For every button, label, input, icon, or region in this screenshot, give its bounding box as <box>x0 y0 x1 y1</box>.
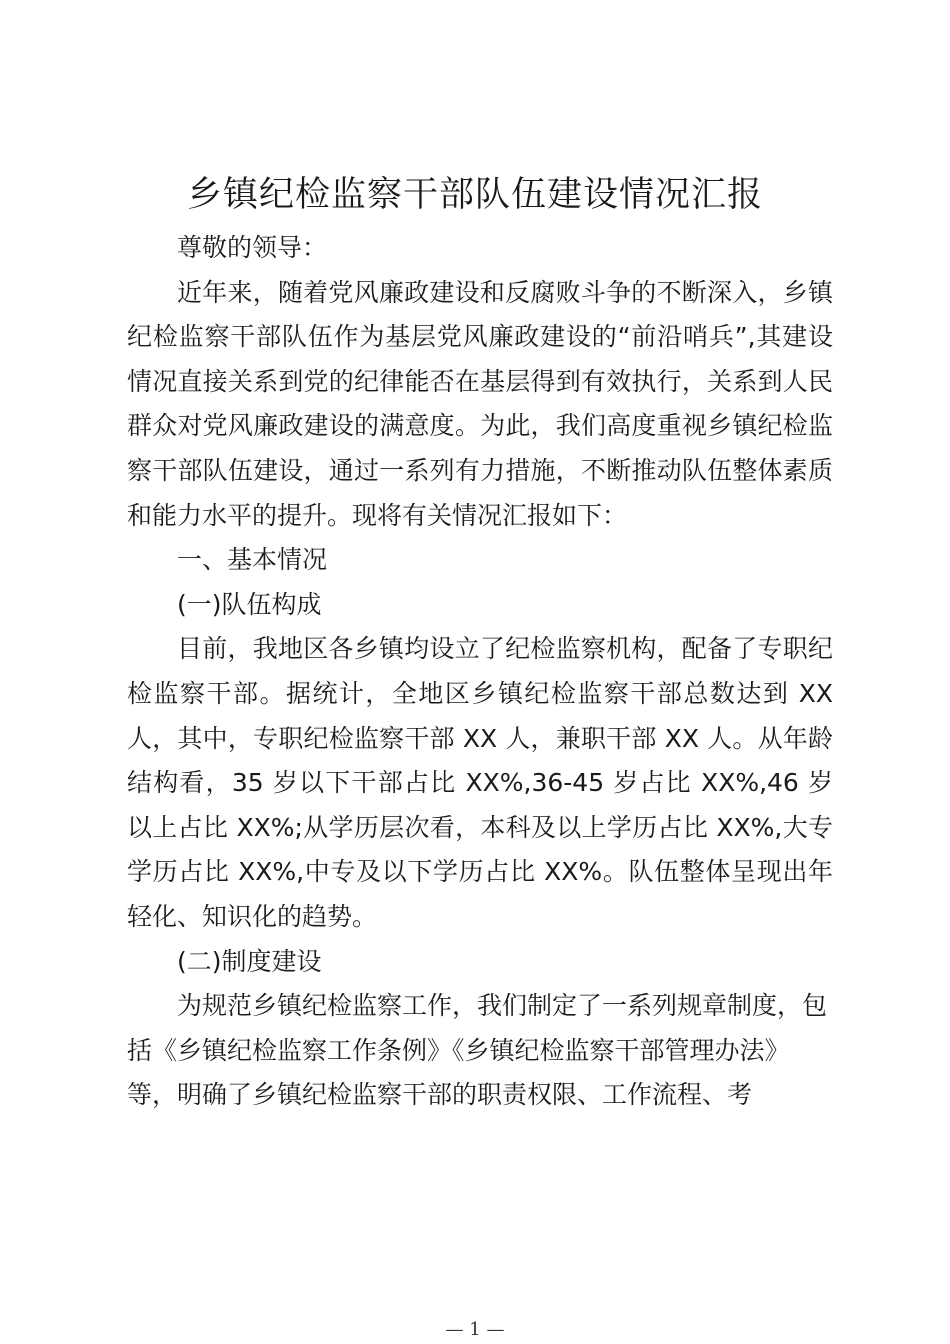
paragraph-intro: 近年来，随着党风廉政建设和反腐败斗争的不断深入，乡镇纪检监察干部队伍作为基层党风廉政建设的“前沿哨兵”,其建设情况直接关系到党的纪律能否在基层得到有效执行，关系到人民群众对党风廉政建设的满意度。为此，我们高度重视乡镇纪检监察干部队伍建设，通过一系列有力措施，不断推动队伍整体素质和能力水平的提升。现将有关情况汇报如下： <box>127 277 833 530</box>
document-title: 乡镇纪检监察干部队伍建设情况汇报 <box>186 175 763 215</box>
subsection-heading-institution: (二)制度建设 <box>177 946 322 976</box>
paragraph-composition: 目前，我地区各乡镇均设立了纪检监察机构，配备了专职纪检监察干部。据统计，全地区乡镇纪检监察干部总数达到 XX 人，其中，专职纪检监察干部 XX 人，兼职干部 XX 人。从年龄结构看，35 岁以下干部占比 XX%,36-45 岁占比 XX%,46 岁以上占比 XX%;从学历层次看，本科及以上学历占比 XX%,大专学历占比 XX%,中专及以下学历占比 XX%。队伍整体呈现出年轻化、知识化的趋势。 <box>127 634 833 931</box>
section-heading-basic: 一、基本情况 <box>177 545 328 575</box>
paragraph-institution: 为规范乡镇纪检监察工作，我们制定了一系列规章制度，包括《乡镇纪检监察工作条例》《乡镇纪检监察干部管理办法》等，明确了乡镇纪检监察干部的职责权限、工作流程、考 <box>127 991 828 1110</box>
salutation: 尊敬的领导： <box>177 233 328 262</box>
subsection-heading-composition: (一)队伍构成 <box>177 589 322 619</box>
document-body <box>127 226 833 1118</box>
page-number: — 1 — <box>445 1319 505 1340</box>
